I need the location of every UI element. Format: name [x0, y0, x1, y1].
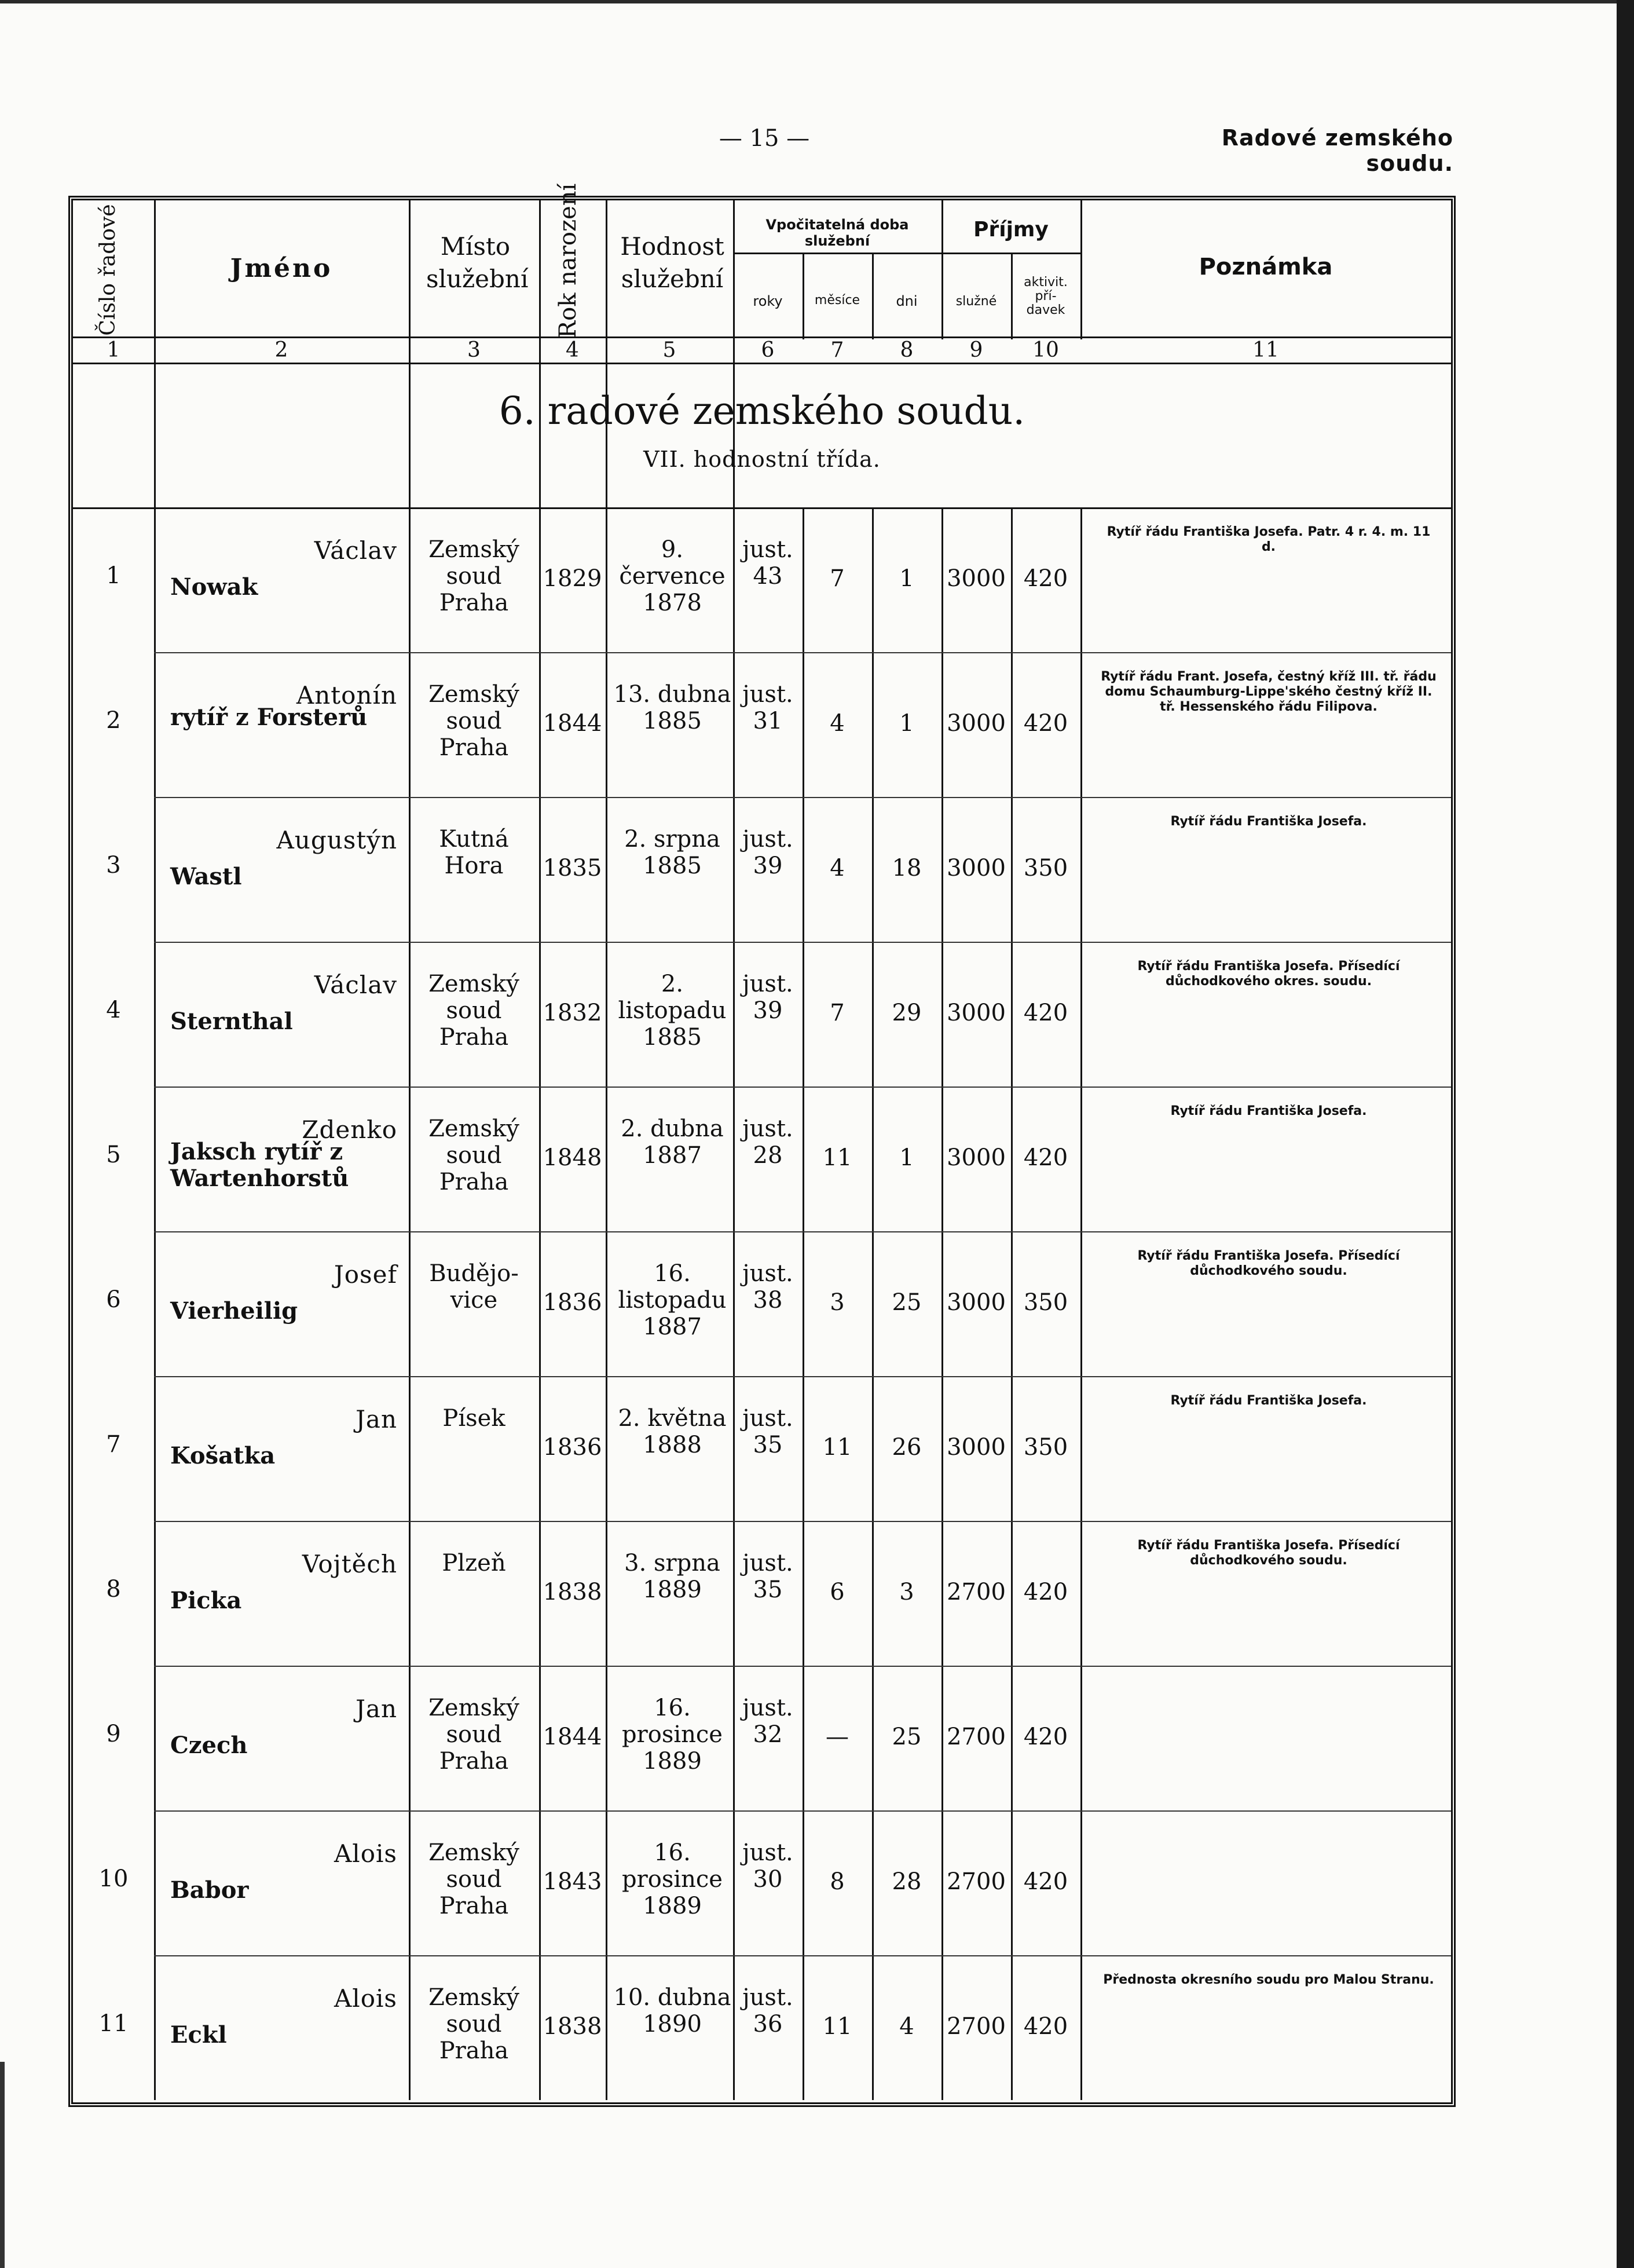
- birth-year: 1843: [543, 1868, 602, 1895]
- section-subtitle: VII. hodnostní třída.: [643, 447, 881, 472]
- surname: Sternthal: [170, 1008, 293, 1035]
- col-number: 2: [274, 338, 288, 362]
- service-place: Zemský soud Praha: [428, 536, 519, 616]
- surname: Jaksch rytíř z Wartenhorstů: [170, 1138, 349, 1192]
- birth-year: 1829: [543, 565, 602, 592]
- service-months: 11: [822, 1434, 852, 1461]
- birth-year: 1844: [543, 710, 602, 737]
- service-days: 1: [899, 1144, 914, 1171]
- surname: Eckl: [170, 2021, 227, 2048]
- col-number: 1: [107, 338, 120, 362]
- surname: Košatka: [170, 1442, 276, 1469]
- row-number: 2: [106, 707, 121, 734]
- col-mesice-header: měsíce: [814, 293, 860, 308]
- scan-edge-top: [0, 0, 1634, 3]
- row-separator: [154, 1955, 1451, 1956]
- given-name: Vojtěch: [302, 1550, 397, 1578]
- row-separator: [154, 797, 1451, 798]
- register-table: [68, 183, 1456, 2107]
- service-months: 4: [830, 710, 845, 737]
- service-months: 11: [822, 1144, 852, 1171]
- birth-year: 1844: [543, 1724, 602, 1750]
- col-cislo-header: Číslo řadové: [96, 204, 120, 336]
- service-months: 6: [830, 1579, 845, 1605]
- row-number: 6: [106, 1286, 121, 1313]
- surname: Vierheilig: [170, 1297, 298, 1325]
- col-poznamka-header: Poznámka: [1199, 254, 1333, 280]
- scan-edge-left: [0, 2062, 5, 2268]
- rank-date: 16. listopadu 1887: [618, 1260, 727, 1340]
- row-number: 1: [106, 562, 121, 589]
- birth-year: 1836: [543, 1434, 602, 1461]
- service-place: Zemský soud Praha: [428, 971, 519, 1051]
- service-days: 25: [892, 1289, 922, 1316]
- col-hodnost-header: Hodnost služební: [620, 232, 724, 293]
- rank-date: 16. prosince 1889: [622, 1839, 723, 1919]
- row-separator: [154, 942, 1451, 943]
- service-place: Zemský soud Praha: [428, 1984, 519, 2064]
- service-years: just. 39: [742, 826, 793, 879]
- service-place: Budějo- vice: [429, 1260, 519, 1314]
- salary: 3000: [947, 1434, 1006, 1461]
- surname: Czech: [170, 1732, 248, 1759]
- col-number: 9: [969, 338, 983, 362]
- service-place: Plzeň: [442, 1550, 506, 1576]
- surname: Wastl: [170, 863, 242, 890]
- given-name: Alois: [334, 1984, 397, 2013]
- col-number: 6: [761, 338, 775, 362]
- rank-date: 16. prosince 1889: [622, 1695, 723, 1775]
- activity-bonus: 350: [1023, 855, 1068, 881]
- col-dni-header: dni: [896, 293, 918, 309]
- surname: Babor: [170, 1876, 249, 1904]
- service-months: 7: [830, 565, 845, 592]
- section-title: 6. radové zemského soudu.: [499, 389, 1025, 433]
- given-name: Antonín: [296, 681, 397, 709]
- service-days: 25: [892, 1724, 922, 1750]
- service-months: 8: [830, 1868, 845, 1895]
- row-number: 7: [106, 1431, 121, 1458]
- service-place: Zemský soud Praha: [428, 1695, 519, 1775]
- row-separator: [154, 1810, 1451, 1812]
- rank-date: 2. dubna 1887: [621, 1115, 724, 1169]
- service-years: just. 43: [742, 536, 793, 590]
- row-number: 3: [106, 852, 121, 879]
- service-days: 1: [899, 710, 914, 737]
- col-number: 10: [1032, 338, 1059, 362]
- birth-year: 1835: [543, 855, 602, 881]
- rank-date: 10. dubna 1890: [613, 1984, 731, 2037]
- birth-year: 1838: [543, 1579, 602, 1605]
- row-number: 8: [106, 1576, 121, 1603]
- activity-bonus: 420: [1023, 565, 1068, 592]
- activity-bonus: 420: [1023, 1724, 1068, 1750]
- service-place: Písek: [442, 1405, 505, 1432]
- rank-date: 2. listopadu 1885: [618, 971, 727, 1051]
- rank-date: 9. července 1878: [619, 536, 726, 616]
- given-name: Václav: [314, 536, 397, 565]
- row-separator: [154, 1521, 1451, 1522]
- col-rok-header: Rok narození: [555, 183, 581, 338]
- running-head: Radové zemského soudu.: [1221, 125, 1453, 176]
- service-years: just. 35: [742, 1550, 793, 1603]
- service-place: Zemský soud Praha: [428, 681, 519, 761]
- service-years: just. 28: [742, 1115, 793, 1169]
- rank-date: 13. dubna 1885: [613, 681, 731, 734]
- service-years: just. 39: [742, 971, 793, 1024]
- row-number: 10: [98, 1865, 129, 1892]
- salary: 2700: [947, 2013, 1006, 2040]
- col-number: 4: [566, 338, 579, 362]
- service-days: 18: [892, 855, 922, 881]
- activity-bonus: 420: [1023, 2013, 1068, 2040]
- service-months: 4: [830, 855, 845, 881]
- remark: Rytíř řádu Františka Josefa.: [1170, 1393, 1367, 1408]
- salary: 3000: [947, 1289, 1006, 1316]
- row-separator: [154, 1087, 1451, 1088]
- salary: 3000: [947, 1000, 1006, 1026]
- service-days: 29: [892, 1000, 922, 1026]
- remark: Přednosta okresního soudu pro Malou Stranu.: [1103, 1973, 1434, 1987]
- salary: 2700: [947, 1724, 1006, 1750]
- col-doba-header: Vpočitatelná doba služební: [765, 217, 909, 249]
- row-number: 5: [106, 1142, 121, 1168]
- row-separator: [154, 1231, 1451, 1232]
- surname: Nowak: [170, 573, 258, 601]
- scan-edge-right: [1617, 0, 1634, 2268]
- salary: 2700: [947, 1868, 1006, 1895]
- col-prijmy-header: Příjmy: [973, 218, 1049, 242]
- service-years: just. 38: [742, 1260, 793, 1314]
- salary: 3000: [947, 565, 1006, 592]
- birth-year: 1832: [543, 1000, 602, 1026]
- salary: 2700: [947, 1579, 1006, 1605]
- remark: Rytíř řádu Františka Josefa. Přísedící důchodkového soudu.: [1137, 1538, 1400, 1568]
- col-number: 8: [900, 338, 914, 362]
- col-misto-header: Místo služební: [426, 232, 529, 293]
- birth-year: 1838: [543, 2013, 602, 2040]
- service-months: —: [826, 1724, 849, 1750]
- service-months: 11: [822, 2013, 852, 2040]
- remark: Rytíř řádu Františka Josefa. Přísedící důchodkového okres. soudu.: [1137, 959, 1400, 989]
- row-separator: [154, 1376, 1451, 1377]
- service-years: just. 31: [742, 681, 793, 734]
- activity-bonus: 420: [1023, 710, 1068, 737]
- service-place: Zemský soud Praha: [428, 1115, 519, 1195]
- col-number: 5: [662, 338, 676, 362]
- service-years: just. 36: [742, 1984, 793, 2037]
- surname: Picka: [170, 1587, 242, 1614]
- given-name: Jan: [356, 1405, 397, 1433]
- row-number: 4: [106, 997, 121, 1023]
- service-years: just. 32: [742, 1695, 793, 1748]
- given-name: Josef: [334, 1260, 397, 1289]
- activity-bonus: 350: [1023, 1434, 1068, 1461]
- salary: 3000: [947, 855, 1006, 881]
- remark: Rytíř řádu Františka Josefa.: [1170, 1104, 1367, 1118]
- row-number: 11: [98, 2010, 129, 2037]
- service-days: 4: [899, 2013, 914, 2040]
- service-months: 3: [830, 1289, 845, 1316]
- service-place: Kutná Hora: [439, 826, 509, 879]
- row-number: 9: [106, 1721, 121, 1747]
- service-days: 3: [899, 1579, 914, 1605]
- activity-bonus: 420: [1023, 1579, 1068, 1605]
- given-name: Jan: [356, 1695, 397, 1723]
- col-number: 11: [1252, 338, 1279, 362]
- col-jmeno-header: Jméno: [230, 254, 333, 283]
- rank-date: 3. srpna 1889: [624, 1550, 720, 1603]
- given-name: Zdenko: [302, 1115, 397, 1144]
- col-number: 3: [467, 338, 481, 362]
- rank-date: 2. srpna 1885: [624, 826, 720, 879]
- col-sluzne-header: služné: [955, 294, 997, 309]
- activity-bonus: 350: [1023, 1289, 1068, 1316]
- surname: rytíř z Forsterů: [170, 704, 368, 731]
- page-number: — 15 —: [719, 125, 810, 152]
- col-roky-header: roky: [753, 293, 783, 309]
- rank-date: 2. května 1888: [618, 1405, 727, 1458]
- service-years: just. 35: [742, 1405, 793, 1458]
- service-days: 26: [892, 1434, 922, 1461]
- row-separator: [154, 652, 1451, 653]
- service-place: Zemský soud Praha: [428, 1839, 519, 1919]
- birth-year: 1836: [543, 1289, 602, 1316]
- given-name: Alois: [334, 1839, 397, 1868]
- activity-bonus: 420: [1023, 1000, 1068, 1026]
- row-separator: [154, 1666, 1451, 1667]
- remark: Rytíř řádu Františka Josefa. Patr. 4 r. 4. m. 11 d.: [1107, 525, 1431, 554]
- salary: 3000: [947, 1144, 1006, 1171]
- given-name: Václav: [314, 971, 397, 999]
- service-months: 7: [830, 1000, 845, 1026]
- remark: Rytíř řádu Františka Josefa.: [1170, 814, 1367, 829]
- birth-year: 1848: [543, 1144, 602, 1171]
- service-days: 1: [899, 565, 914, 592]
- given-name: Augustýn: [276, 826, 397, 854]
- remark: Rytíř řádu Frant. Josefa, čestný kříž III. tř. řádu domu Schaumburg-Lippe'ského čestný kříž II. tř. Hessenského řádu Filipova.: [1101, 670, 1437, 714]
- service-days: 28: [892, 1868, 922, 1895]
- activity-bonus: 420: [1023, 1868, 1068, 1895]
- service-years: just. 30: [742, 1839, 793, 1893]
- salary: 3000: [947, 710, 1006, 737]
- remark: Rytíř řádu Františka Josefa. Přísedící důchodkového soudu.: [1137, 1249, 1400, 1278]
- col-aktivit-header: aktivit. pří- davek: [1024, 275, 1068, 317]
- col-number: 7: [830, 338, 844, 362]
- activity-bonus: 420: [1023, 1144, 1068, 1171]
